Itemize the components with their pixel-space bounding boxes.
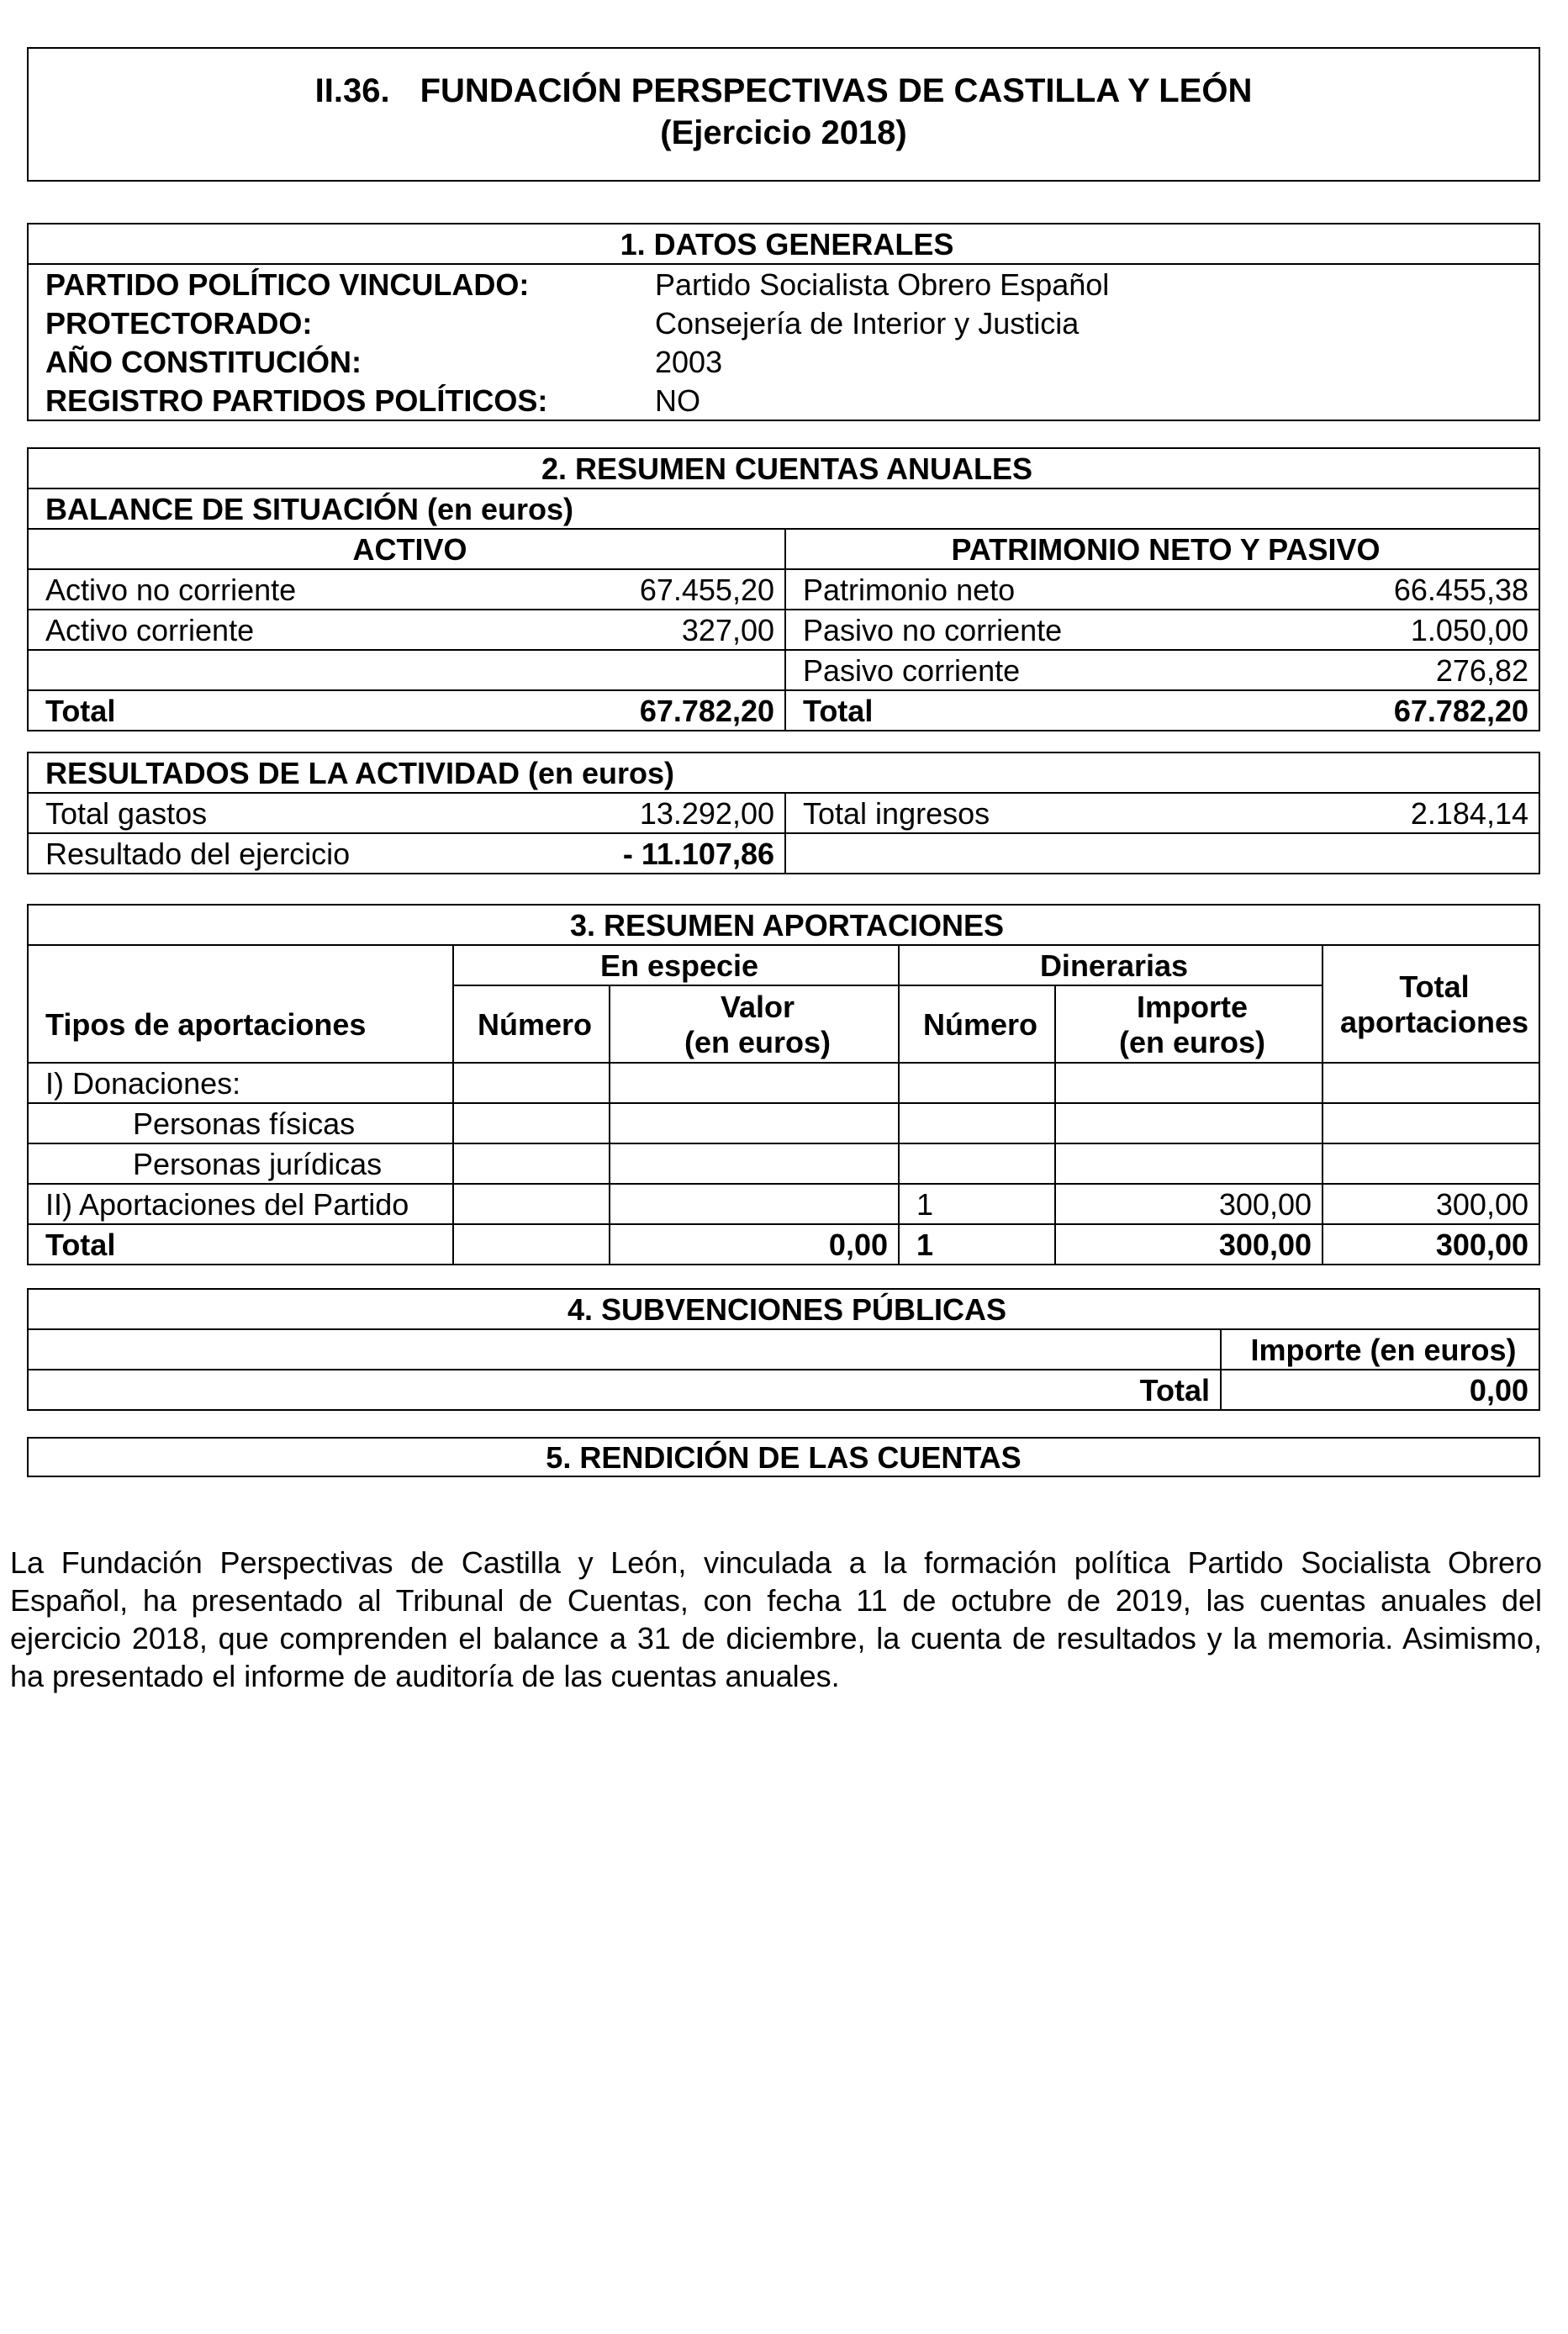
table-row (29, 264, 1539, 304)
row-total: 300,00 (1323, 1184, 1539, 1224)
document-title-box (27, 47, 1540, 182)
valor-heading (610, 985, 899, 1063)
importe-heading: Importe (en euros) (1221, 1329, 1539, 1370)
row-label: PROTECTORADO: (45, 306, 313, 341)
row-label: AÑO CONSTITUCIÓN: (45, 345, 362, 379)
pasivo-heading: PATRIMONIO NETO Y PASIVO (785, 529, 1539, 569)
importe-heading-line2: (en euros) (1118, 1025, 1266, 1059)
especie-valor-total: 0,00 (610, 1224, 899, 1264)
foundation-name: FUNDACIÓN PERSPECTIVAS DE CASTILLA Y LEÓN (420, 72, 1253, 109)
total-row (29, 690, 1539, 730)
especie-numero (453, 1184, 610, 1224)
especie-valor (610, 1143, 899, 1184)
section-number: II.36. (314, 72, 390, 109)
rendicion-heading: 5. RENDICIÓN DE LAS CUENTAS (546, 1440, 1022, 1475)
row-value: NO (655, 383, 700, 418)
tipos-heading: Tipos de aportaciones (29, 985, 453, 1063)
especie-numero-heading: Número (453, 985, 610, 1063)
activo-total-label: Total (29, 690, 533, 730)
total-heading-line2: aportaciones (1340, 1005, 1529, 1039)
especie-numero (453, 1103, 610, 1143)
dinerarias-numero: 1 (899, 1184, 1055, 1224)
total-row (29, 1370, 1539, 1409)
activo-heading: ACTIVO (29, 529, 785, 569)
table-row (29, 1063, 1539, 1103)
row-value: Partido Socialista Obrero Español (655, 267, 1110, 302)
especie-numero (453, 1063, 610, 1103)
row-value: Consejería de Interior y Justicia (655, 306, 1080, 341)
especie-numero-total (453, 1224, 610, 1264)
activo-value: 67.455,20 (533, 569, 785, 610)
activo-total-value: 67.782,20 (533, 690, 785, 730)
dinerarias-importe (1055, 1103, 1323, 1143)
balance-heading: BALANCE DE SITUACIÓN (en euros) (29, 488, 1539, 529)
resultados-heading: RESULTADOS DE LA ACTIVIDAD (en euros) (45, 756, 675, 790)
total-aportaciones-heading (1323, 945, 1539, 1063)
resultado-value: - 11.107,86 (533, 833, 785, 873)
rendicion-heading-box (27, 1437, 1540, 1477)
datos-generales-heading: 1. DATOS GENERALES (29, 224, 1539, 264)
dinerarias-importe-total: 300,00 (1055, 1224, 1323, 1264)
activo-label: Activo corriente (29, 610, 533, 650)
aportaciones-total: 300,00 (1323, 1224, 1539, 1264)
resultados-table (27, 752, 1540, 874)
table-row (29, 1103, 1539, 1143)
pasivo-label: Patrimonio neto (785, 569, 1290, 610)
table-row (29, 1184, 1539, 1224)
table-row (29, 342, 1539, 381)
table-row (29, 381, 1539, 420)
row-label: REGISTRO PARTIDOS POLÍTICOS: (45, 383, 548, 418)
pasivo-value: 66.455,38 (1290, 569, 1539, 610)
total-heading-line1: Total (1399, 969, 1470, 1004)
resumen-cuentas-heading: 2. RESUMEN CUENTAS ANUALES (541, 451, 1033, 486)
subvenciones-table (27, 1288, 1540, 1411)
especie-valor (610, 1184, 899, 1224)
table-row (29, 569, 1539, 610)
resultado-label: Resultado del ejercicio (29, 833, 533, 873)
datos-generales-table (27, 223, 1540, 421)
especie-numero (453, 1143, 610, 1184)
valor-heading-line1: Valor (720, 990, 795, 1024)
document-subtitle: (Ejercicio 2018) (660, 114, 907, 151)
tipo-label: Personas jurídicas (29, 1143, 453, 1184)
aportaciones-table (27, 904, 1540, 1265)
tipo-label: II) Aportaciones del Partido (29, 1184, 453, 1224)
gastos-label: Total gastos (29, 793, 533, 833)
row-total (1323, 1063, 1539, 1103)
pasivo-label: Pasivo no corriente (785, 610, 1290, 650)
document-title (29, 72, 1539, 110)
ingresos-label: Total ingresos (785, 793, 1290, 833)
table-row (29, 610, 1539, 650)
activo-label (29, 650, 533, 690)
dinerarias-numero-heading: Número (899, 985, 1055, 1063)
pasivo-value: 276,82 (1290, 650, 1539, 690)
activo-value (533, 650, 785, 690)
dinerarias-numero-total: 1 (899, 1224, 1055, 1264)
subvenciones-total-label: Total (29, 1370, 1221, 1409)
table-row (29, 833, 1539, 873)
dinerarias-numero (899, 1103, 1055, 1143)
dinerarias-heading: Dinerarias (899, 945, 1323, 985)
row-total (1323, 1143, 1539, 1184)
table-row (29, 650, 1539, 690)
rendicion-paragraph: La Fundación Perspectivas de Castilla y León, vinculada a la formación política Partido Socialista Obrero Español, ha presentado al Tribunal de Cuentas, con fecha 11 de octubre de 2019, las cuentas anuales del ejercicio 2018, que comprenden el balance a 31 de diciembre, la cuenta de resultados y la memoria. Asimismo, ha presentado el informe de auditoría de las cuentas anuales. (10, 1545, 1542, 1693)
ingresos-value: 2.184,14 (1290, 793, 1539, 833)
tipo-label: I) Donaciones: (29, 1063, 453, 1103)
total-row (29, 1224, 1539, 1264)
tipo-label: Personas físicas (29, 1103, 453, 1143)
dinerarias-importe (1055, 1143, 1323, 1184)
table-row (29, 1143, 1539, 1184)
row-label: PARTIDO POLÍTICO VINCULADO: (45, 267, 530, 302)
table-row (29, 793, 1539, 833)
dinerarias-numero (899, 1063, 1055, 1103)
balance-table (27, 447, 1540, 731)
dinerarias-importe (1055, 1063, 1323, 1103)
especie-valor (610, 1063, 899, 1103)
pasivo-total-label: Total (785, 690, 1290, 730)
activo-label: Activo no corriente (29, 569, 533, 610)
dinerarias-numero (899, 1143, 1055, 1184)
gastos-value: 13.292,00 (533, 793, 785, 833)
table-row (29, 304, 1539, 342)
importe-heading-line1: Importe (1136, 990, 1248, 1024)
subvenciones-total-value: 0,00 (1221, 1370, 1539, 1409)
pasivo-label: Pasivo corriente (785, 650, 1290, 690)
activo-value: 327,00 (533, 610, 785, 650)
pasivo-total-value: 67.782,20 (1290, 690, 1539, 730)
row-value: 2003 (655, 345, 723, 379)
valor-heading-line2: (en euros) (684, 1025, 832, 1059)
especie-valor (610, 1103, 899, 1143)
dinerarias-importe: 300,00 (1055, 1184, 1323, 1224)
en-especie-heading: En especie (453, 945, 899, 985)
subvenciones-heading: 4. SUBVENCIONES PÚBLICAS (567, 1292, 1007, 1327)
aportaciones-heading: 3. RESUMEN APORTACIONES (29, 906, 1539, 945)
row-total (1323, 1103, 1539, 1143)
importe-heading (1055, 985, 1323, 1063)
total-label: Total (29, 1224, 453, 1264)
pasivo-value: 1.050,00 (1290, 610, 1539, 650)
